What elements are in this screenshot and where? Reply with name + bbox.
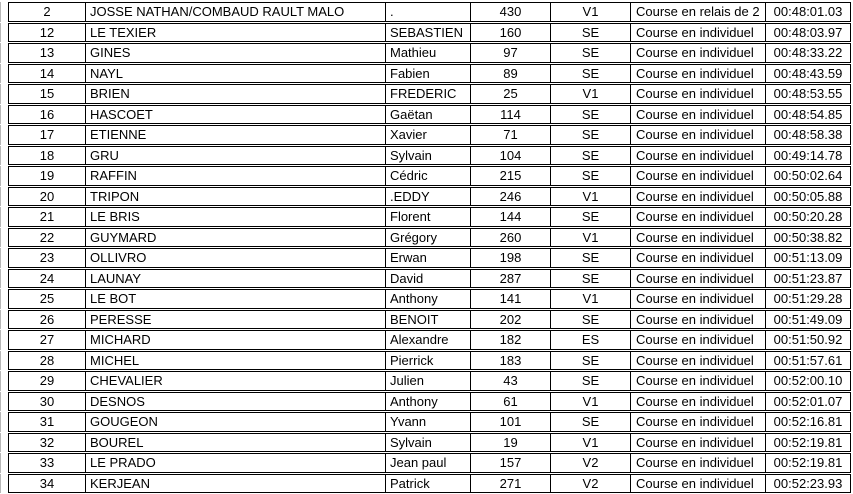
cell-rank: 23 — [9, 249, 86, 267]
left-grid-sliver — [0, 207, 8, 227]
table-row-box — [8, 433, 851, 453]
cell-bib-number: 71 — [471, 126, 551, 144]
cell-bib-number: 160 — [471, 24, 551, 42]
cell-time: 00:49:14.78 — [773, 147, 843, 163]
cell-category: SE — [551, 126, 631, 144]
cell-time: 00:48:03.97 — [773, 24, 843, 40]
cell-rank: 33 — [9, 454, 86, 472]
table-row-box — [8, 310, 851, 330]
cell-category: ES — [551, 331, 631, 349]
cell-first-name: Pierrick — [386, 352, 471, 370]
cell-category: V1 — [551, 85, 631, 103]
cell-race-type: Course en individuel — [631, 188, 766, 206]
table-row — [0, 84, 853, 104]
cell-race-type: Course en individuel — [631, 434, 766, 452]
cell-rank: 17 — [9, 126, 86, 144]
table-row-box — [8, 351, 851, 371]
cell-bib-number: 19 — [471, 434, 551, 452]
left-grid-sliver — [0, 166, 8, 186]
cell-rank: 15 — [9, 85, 86, 103]
table-row — [0, 433, 853, 453]
cell-race-type: Course en individuel — [631, 249, 766, 267]
cell-time: 00:52:00.10 — [773, 373, 843, 389]
table-row — [0, 64, 853, 84]
table-row — [0, 310, 853, 330]
cell-race-type: Course en individuel — [631, 393, 766, 411]
cell-first-name: Alexandre — [386, 331, 471, 349]
cell-last-name: OLLIVRO — [86, 249, 386, 267]
cell-bib-number: 246 — [471, 188, 551, 206]
cell-rank: 31 — [9, 413, 86, 431]
cell-category: SE — [551, 249, 631, 267]
cell-first-name: . — [386, 3, 471, 21]
left-grid-sliver — [0, 64, 8, 84]
cell-time: 00:48:53.55 — [773, 86, 843, 102]
cell-time: 00:50:02.64 — [773, 168, 843, 184]
cell-bib-number: 144 — [471, 208, 551, 226]
cell-race-type: Course en individuel — [631, 85, 766, 103]
cell-time: 00:52:16.81 — [773, 414, 843, 430]
cell-bib-number: 89 — [471, 65, 551, 83]
left-grid-sliver — [0, 84, 8, 104]
cell-rank: 19 — [9, 167, 86, 185]
cell-last-name: GINES — [86, 44, 386, 62]
cell-race-type: Course en individuel — [631, 290, 766, 308]
table-row-box — [8, 453, 851, 473]
cell-rank: 24 — [9, 270, 86, 288]
table-row-box — [8, 187, 851, 207]
cell-first-name: .EDDY — [386, 188, 471, 206]
cell-first-name: FREDERIC — [386, 85, 471, 103]
cell-last-name: LE PRADO — [86, 454, 386, 472]
cell-last-name: BOUREL — [86, 434, 386, 452]
cell-race-type: Course en individuel — [631, 147, 766, 165]
cell-category: SE — [551, 65, 631, 83]
cell-race-type: Course en individuel — [631, 352, 766, 370]
cell-bib-number: 182 — [471, 331, 551, 349]
cell-race-type: Course en relais de 2 — [631, 3, 766, 21]
table-row — [0, 289, 853, 309]
left-grid-sliver — [0, 269, 8, 289]
cell-category: V2 — [551, 454, 631, 472]
cell-time: 00:51:13.09 — [773, 250, 843, 266]
left-grid-sliver — [0, 289, 8, 309]
cell-last-name: HASCOET — [86, 106, 386, 124]
cell-category: V1 — [551, 229, 631, 247]
cell-rank: 30 — [9, 393, 86, 411]
cell-first-name: SEBASTIEN — [386, 24, 471, 42]
table-row-box — [8, 269, 851, 289]
cell-race-type: Course en individuel — [631, 65, 766, 83]
cell-rank: 34 — [9, 475, 86, 493]
left-grid-sliver — [0, 125, 8, 145]
table-row-box — [8, 289, 851, 309]
cell-category: V2 — [551, 475, 631, 493]
cell-race-type: Course en individuel — [631, 167, 766, 185]
cell-first-name: BENOIT — [386, 311, 471, 329]
cell-bib-number: 287 — [471, 270, 551, 288]
left-grid-sliver — [0, 351, 8, 371]
cell-race-type: Course en individuel — [631, 44, 766, 62]
cell-bib-number: 157 — [471, 454, 551, 472]
table-row — [0, 412, 853, 432]
table-row — [0, 453, 853, 473]
cell-last-name: GUYMARD — [86, 229, 386, 247]
cell-time: 00:50:05.88 — [773, 188, 843, 204]
table-row-box — [8, 23, 851, 43]
left-grid-sliver — [0, 187, 8, 207]
cell-rank: 26 — [9, 311, 86, 329]
table-row-box — [8, 84, 851, 104]
cell-race-type: Course en individuel — [631, 475, 766, 493]
cell-race-type: Course en individuel — [631, 270, 766, 288]
cell-last-name: LE BOT — [86, 290, 386, 308]
table-row — [0, 187, 853, 207]
cell-race-type: Course en individuel — [631, 454, 766, 472]
left-grid-sliver — [0, 474, 8, 494]
cell-category: V1 — [551, 393, 631, 411]
cell-time: 00:51:23.87 — [773, 270, 843, 286]
cell-time: 00:48:43.59 — [773, 65, 843, 81]
table-row-box — [8, 146, 851, 166]
cell-time: 00:48:58.38 — [773, 127, 843, 143]
cell-rank: 22 — [9, 229, 86, 247]
cell-last-name: CHEVALIER — [86, 372, 386, 390]
cell-category: SE — [551, 413, 631, 431]
cell-rank: 28 — [9, 352, 86, 370]
cell-time: 00:51:49.09 — [773, 311, 843, 327]
cell-last-name: RAFFIN — [86, 167, 386, 185]
cell-last-name: PERESSE — [86, 311, 386, 329]
cell-bib-number: 61 — [471, 393, 551, 411]
cell-bib-number: 25 — [471, 85, 551, 103]
cell-time: 00:50:20.28 — [773, 209, 843, 225]
cell-last-name: DESNOS — [86, 393, 386, 411]
cell-race-type: Course en individuel — [631, 372, 766, 390]
cell-last-name: LE BRIS — [86, 208, 386, 226]
table-row — [0, 207, 853, 227]
cell-last-name: LE TEXIER — [86, 24, 386, 42]
left-grid-sliver — [0, 433, 8, 453]
cell-race-type: Course en individuel — [631, 106, 766, 124]
table-row — [0, 269, 853, 289]
cell-category: SE — [551, 24, 631, 42]
cell-category: SE — [551, 106, 631, 124]
cell-bib-number: 43 — [471, 372, 551, 390]
table-row — [0, 2, 853, 22]
cell-bib-number: 97 — [471, 44, 551, 62]
table-row — [0, 105, 853, 125]
cell-category: SE — [551, 311, 631, 329]
cell-rank: 14 — [9, 65, 86, 83]
cell-time: 00:48:33.22 — [773, 45, 843, 61]
table-row — [0, 166, 853, 186]
table-row-box — [8, 207, 851, 227]
cell-category: SE — [551, 167, 631, 185]
cell-last-name: BRIEN — [86, 85, 386, 103]
table-row-box — [8, 105, 851, 125]
cell-first-name: David — [386, 270, 471, 288]
cell-time: 00:52:01.07 — [773, 393, 843, 409]
cell-race-type: Course en individuel — [631, 413, 766, 431]
left-grid-sliver — [0, 23, 8, 43]
cell-time: 00:52:23.93 — [773, 475, 843, 491]
table-row — [0, 474, 853, 494]
left-grid-sliver — [0, 412, 8, 432]
left-grid-sliver — [0, 146, 8, 166]
table-row — [0, 330, 853, 350]
table-row-box — [8, 64, 851, 84]
cell-bib-number: 202 — [471, 311, 551, 329]
table-row — [0, 351, 853, 371]
table-row — [0, 371, 853, 391]
table-row-box — [8, 474, 851, 494]
cell-first-name: Julien — [386, 372, 471, 390]
cell-category: SE — [551, 147, 631, 165]
cell-bib-number: 141 — [471, 290, 551, 308]
cell-first-name: Gaëtan — [386, 106, 471, 124]
cell-bib-number: 215 — [471, 167, 551, 185]
cell-time: 00:51:29.28 — [773, 291, 843, 307]
cell-last-name: GOUGEON — [86, 413, 386, 431]
cell-last-name: LAUNAY — [86, 270, 386, 288]
cell-race-type: Course en individuel — [631, 208, 766, 226]
cell-category: SE — [551, 352, 631, 370]
table-row-box — [8, 248, 851, 268]
cell-time: 00:52:19.81 — [773, 434, 843, 450]
cell-category: V1 — [551, 434, 631, 452]
cell-category: V1 — [551, 3, 631, 21]
cell-time: 00:48:54.85 — [773, 106, 843, 122]
cell-time: 00:50:38.82 — [773, 229, 843, 245]
left-grid-sliver — [0, 2, 8, 22]
cell-rank: 16 — [9, 106, 86, 124]
cell-first-name: Erwan — [386, 249, 471, 267]
cell-rank: 20 — [9, 188, 86, 206]
cell-last-name: JOSSE NATHAN/COMBAUD RAULT MALO — [86, 3, 386, 21]
cell-rank: 2 — [9, 3, 86, 21]
table-row-box — [8, 166, 851, 186]
cell-bib-number: 430 — [471, 3, 551, 21]
cell-first-name: Jean paul — [386, 454, 471, 472]
cell-rank: 21 — [9, 208, 86, 226]
table-row-box — [8, 330, 851, 350]
cell-bib-number: 198 — [471, 249, 551, 267]
table-row — [0, 125, 853, 145]
table-row-box — [8, 43, 851, 63]
left-grid-sliver — [0, 392, 8, 412]
cell-first-name: Grégory — [386, 229, 471, 247]
cell-race-type: Course en individuel — [631, 24, 766, 42]
cell-time: 00:52:19.81 — [773, 455, 843, 471]
table-row — [0, 43, 853, 63]
left-grid-sliver — [0, 371, 8, 391]
cell-first-name: Cédric — [386, 167, 471, 185]
table-row-box — [8, 125, 851, 145]
cell-category: V1 — [551, 290, 631, 308]
left-grid-sliver — [0, 330, 8, 350]
table-row — [0, 392, 853, 412]
left-grid-sliver — [0, 453, 8, 473]
cell-rank: 25 — [9, 290, 86, 308]
cell-category: SE — [551, 44, 631, 62]
cell-last-name: TRIPON — [86, 188, 386, 206]
cell-first-name: Yvann — [386, 413, 471, 431]
left-grid-sliver — [0, 248, 8, 268]
cell-first-name: Anthony — [386, 393, 471, 411]
cell-time: 00:48:01.03 — [773, 4, 843, 20]
table-row-box — [8, 371, 851, 391]
cell-race-type: Course en individuel — [631, 311, 766, 329]
left-grid-sliver — [0, 228, 8, 248]
cell-bib-number: 271 — [471, 475, 551, 493]
cell-rank: 32 — [9, 434, 86, 452]
cell-rank: 18 — [9, 147, 86, 165]
cell-race-type: Course en individuel — [631, 126, 766, 144]
cell-first-name: Sylvain — [386, 147, 471, 165]
cell-first-name: Florent — [386, 208, 471, 226]
table-row — [0, 248, 853, 268]
cell-first-name: Xavier — [386, 126, 471, 144]
cell-rank: 12 — [9, 24, 86, 42]
table-row — [0, 228, 853, 248]
cell-rank: 13 — [9, 44, 86, 62]
cell-first-name: Fabien — [386, 65, 471, 83]
cell-bib-number: 104 — [471, 147, 551, 165]
cell-first-name: Patrick — [386, 475, 471, 493]
cell-last-name: MICHEL — [86, 352, 386, 370]
table-row-box — [8, 2, 851, 22]
table-row-box — [8, 392, 851, 412]
cell-race-type: Course en individuel — [631, 331, 766, 349]
table-row-box — [8, 228, 851, 248]
cell-last-name: MICHARD — [86, 331, 386, 349]
cell-category: SE — [551, 372, 631, 390]
left-grid-sliver — [0, 105, 8, 125]
cell-rank: 27 — [9, 331, 86, 349]
table-row — [0, 23, 853, 43]
left-grid-sliver — [0, 310, 8, 330]
cell-first-name: Sylvain — [386, 434, 471, 452]
cell-rank: 29 — [9, 372, 86, 390]
cell-last-name: GRU — [86, 147, 386, 165]
left-grid-sliver — [0, 43, 8, 63]
cell-time: 00:51:57.61 — [773, 352, 843, 368]
cell-last-name: KERJEAN — [86, 475, 386, 493]
cell-category: SE — [551, 270, 631, 288]
cell-category: V1 — [551, 188, 631, 206]
cell-first-name: Anthony — [386, 290, 471, 308]
results-table-body — [0, 2, 853, 494]
table-row-box — [8, 412, 851, 432]
cell-bib-number: 114 — [471, 106, 551, 124]
cell-category: SE — [551, 208, 631, 226]
cell-bib-number: 183 — [471, 352, 551, 370]
cell-first-name: Mathieu — [386, 44, 471, 62]
cell-time: 00:51:50.92 — [773, 332, 843, 348]
cell-last-name: NAYL — [86, 65, 386, 83]
cell-race-type: Course en individuel — [631, 229, 766, 247]
cell-bib-number: 101 — [471, 413, 551, 431]
cell-bib-number: 260 — [471, 229, 551, 247]
table-row — [0, 146, 853, 166]
cell-last-name: ETIENNE — [86, 126, 386, 144]
